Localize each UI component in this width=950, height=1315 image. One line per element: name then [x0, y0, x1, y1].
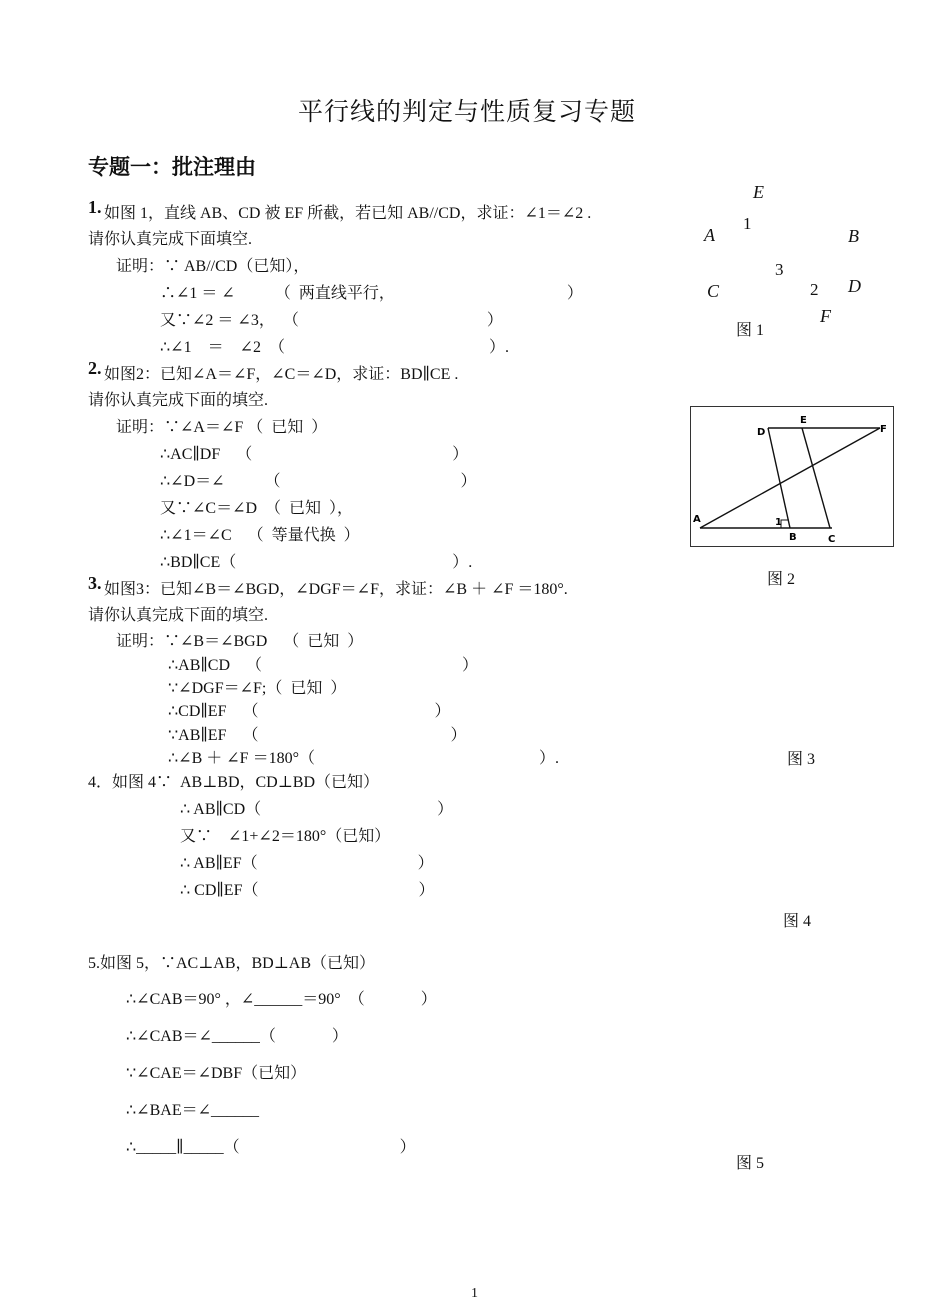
question-5-line-3: ∵∠CAE＝∠DBF（已知） [126, 1065, 307, 1082]
question-1-proof-4: ∴∠1 ＝ ∠2 （ ）. [160, 339, 509, 356]
fig2-point-b: B [789, 532, 797, 543]
fig1-point-d: D [848, 276, 861, 296]
question-3-line1: 如图3：已知∠B＝∠BGD，∠DGF＝∠F，求证：∠B ＋ ∠F ＝180°. [104, 581, 568, 598]
question-3-proof-1: 证明：∵∠B＝∠BGD （ 已知 ） [116, 633, 364, 650]
fig5-caption: 图 5 [736, 1155, 765, 1172]
question-1-proof-2: ∴∠1 ＝ ∠ （ 两直线平行， ） [160, 285, 583, 302]
question-5-line-0: 5.如图 5，∵AC⊥AB，BD⊥AB（已知） [88, 955, 376, 972]
question-1-proof-1: 证明：∵ AB//CD（已知）， [116, 258, 310, 275]
question-2-proof-3: ∴∠D＝∠ （ ） [160, 473, 477, 490]
question-1-line1: 如图 1，直线 AB、CD 被 EF 所截，若已知 AB//CD，求证：∠1＝∠2 . [104, 205, 592, 222]
section-heading: 专题一：批注理由 [88, 155, 256, 179]
question-1-proof-3: 又∵∠2 ＝ ∠3， （ ） [160, 312, 503, 329]
question-5-line-4: ∴∠BAE＝∠______ [126, 1102, 259, 1119]
question-4-line-0: 4．如图 4∵ AB⊥BD，CD⊥BD（已知） [88, 774, 380, 791]
fig2-point-d: D [757, 427, 766, 438]
fig1-point-e: E [753, 182, 764, 202]
question-1-line2: 请你认真完成下面填空. [88, 231, 253, 248]
fig1-angle-1: 1 [743, 214, 752, 233]
question-2-proof-4: 又∵∠C＝∠D （ 已知 ）， [160, 500, 354, 517]
fig1-point-f: F [820, 306, 831, 326]
question-4-line-1: ∴ AB∥CD（ ） [180, 801, 454, 818]
fig2-caption: 图 2 [767, 571, 796, 588]
question-2-proof-5: ∴∠1＝∠C （ 等量代换 ） [160, 527, 360, 544]
question-2-proof-1: 证明：∵∠A＝∠F （ 已知 ） [116, 419, 328, 436]
fig1-caption: 图 1 [736, 322, 765, 339]
fig2-point-c: C [828, 534, 836, 545]
question-1-number: 1. [88, 197, 102, 217]
question-3-proof-6: ∴∠B ＋ ∠F ＝180°（ ）. [168, 750, 559, 767]
question-3-proof-3: ∵∠DGF＝∠F;（ 已知 ） [168, 680, 347, 697]
fig1-angle-3: 3 [775, 260, 784, 279]
fig2-point-a: A [693, 514, 701, 525]
question-4-line-4: ∴ CD∥EF（ ） [180, 882, 435, 899]
question-4-line-3: ∴ AB∥EF（ ） [180, 855, 434, 872]
question-2-number: 2. [88, 358, 102, 378]
question-2-proof-2: ∴AC∥DF （ ） [160, 446, 469, 463]
fig2-point-f: F [880, 424, 887, 435]
fig2-point-e: E [800, 415, 807, 426]
page-title: 平行线的判定与性质复习专题 [298, 97, 637, 126]
question-5-line-5: ∴_____∥_____（ ） [126, 1139, 416, 1156]
question-5-line-1: ∴∠CAB＝90° ，∠______＝90° （ ） [126, 991, 437, 1008]
question-5-line-2: ∴∠CAB＝∠______（ ） [126, 1028, 348, 1045]
question-3-number: 3. [88, 573, 102, 593]
question-3-proof-2: ∴AB∥CD （ ） [168, 657, 479, 674]
fig1-point-c: C [707, 281, 720, 301]
page-number: 1 [471, 1286, 478, 1301]
fig2-angle-1: 1 [775, 517, 782, 528]
question-3-line2: 请你认真完成下面的填空. [88, 607, 269, 624]
question-3-proof-5: ∵AB∥EF （ ） [168, 727, 467, 744]
fig1-point-a: A [704, 225, 715, 245]
fig1-point-b: B [848, 226, 859, 246]
question-2-line1: 如图2：已知∠A＝∠F，∠C＝∠D，求证：BD∥CE . [104, 366, 459, 383]
question-4-line-2: 又∵ ∠1+∠2＝180°（已知） [180, 828, 391, 845]
question-2-proof-6: ∴BD∥CE（ ）. [160, 554, 473, 571]
question-3-proof-4: ∴CD∥EF （ ） [168, 703, 451, 720]
fig1-angle-2: 2 [810, 280, 819, 299]
fig3-caption: 图 3 [787, 751, 816, 768]
fig2-diagram [690, 406, 894, 547]
fig4-caption: 图 4 [783, 913, 812, 930]
question-2-line2: 请你认真完成下面的填空. [88, 392, 269, 409]
